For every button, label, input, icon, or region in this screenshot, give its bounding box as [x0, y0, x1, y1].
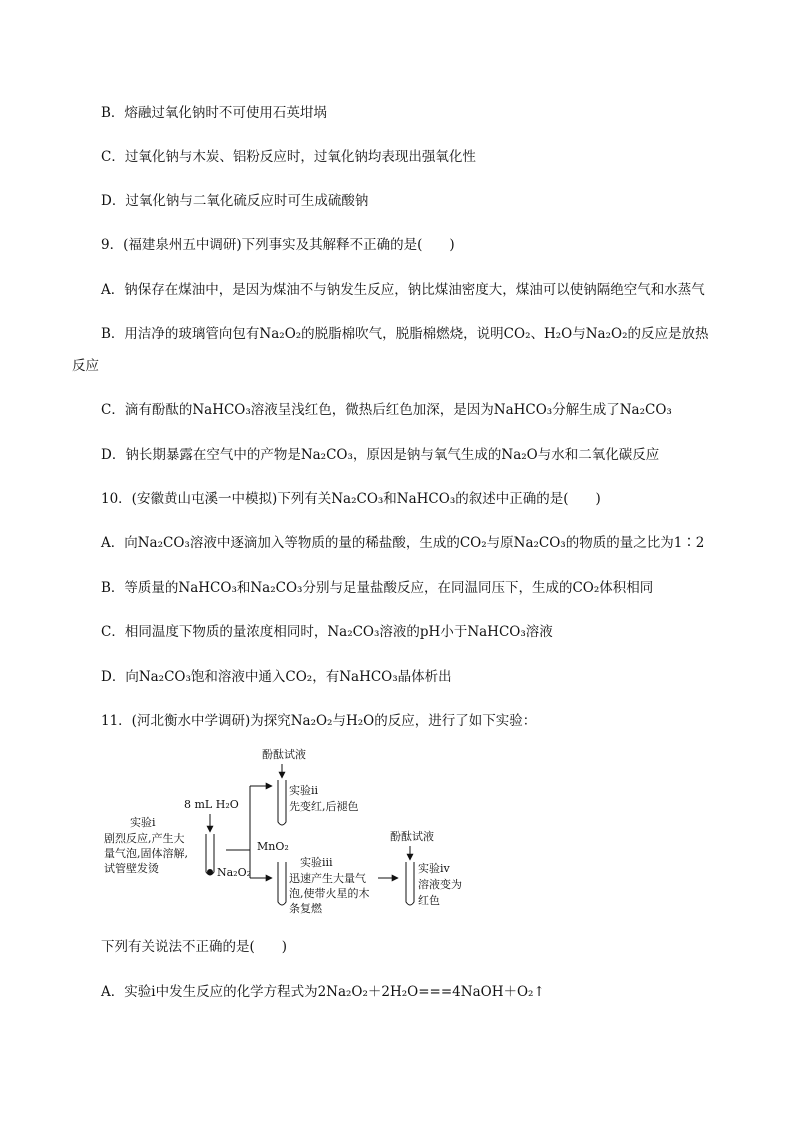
exp2-title: 实验ⅱ	[289, 784, 319, 797]
q10-stem: 10．(安徽黄山屯溪一中模拟)下列有关Na₂CO₃和NaHCO₃的叙述中正确的是( )	[101, 491, 601, 507]
q9-option-b: B．用洁净的玻璃管向包有Na₂O₂的脱脂棉吹气，脱脂棉燃烧，说明CO₂、H₂O与Na₂O₂的反应是放热	[101, 326, 709, 342]
exp1-desc-1: 剧烈反应,产生大	[104, 832, 185, 845]
exp1-desc-3: 试管壁发烫	[104, 862, 159, 875]
q9-option-a: A．钠保存在煤油中，是因为煤油不与钠发生反应，钠比煤油密度大，煤油可以使钠隔绝空气和水蒸气	[101, 282, 705, 298]
q9-option-c: C．滴有酚酞的NaHCO₃溶液呈浅红色，微热后红色加深，是因为NaHCO₃分解生成了Na₂CO₃	[101, 402, 672, 418]
q11-stem: 11．(河北衡水中学调研)为探究Na₂O₂与H₂O的反应，进行了如下实验：	[101, 713, 537, 729]
q11-option-a: A．实验ⅰ中发生反应的化学方程式为2Na₂O₂＋2H₂O===4NaOH＋O₂↑	[101, 984, 545, 1000]
exp3-desc-1: 迅速产生大量气	[289, 872, 366, 885]
q9-stem: 9．(福建泉州五中调研)下列事实及其解释不正确的是( )	[101, 237, 455, 253]
exp4-desc-2: 红色	[418, 894, 440, 907]
q8-option-d: D．过氧化钠与二氧化硫反应时可生成硫酸钠	[101, 193, 369, 209]
exp3-desc-3: 条复燃	[289, 902, 322, 915]
exp1-desc-2: 量气泡,固体溶解,	[104, 847, 188, 860]
test-tube-2	[278, 780, 286, 825]
q11-prompt: 下列有关说法不正确的是( )	[101, 939, 288, 955]
test-tube-4	[406, 862, 414, 905]
experiment-diagram	[100, 742, 490, 922]
exp2-desc: 先变红,后褪色	[289, 800, 359, 813]
exp3-desc-2: 泡,使带火星的木	[289, 887, 370, 900]
na2o2-label: Na₂O₂	[217, 866, 252, 879]
exp3-title: 实验ⅲ	[300, 856, 333, 869]
water-label: 8 mL H₂O	[184, 798, 239, 811]
mno2-label: MnO₂	[257, 840, 289, 853]
q8-option-b: B．熔融过氧化钠时不可使用石英坩埚	[101, 105, 327, 121]
test-tube-1	[206, 834, 214, 875]
q8-option-c: C．过氧化钠与木炭、铝粉反应时，过氧化钠均表现出强氧化性	[101, 149, 476, 165]
q10-option-b: B．等质量的NaHCO₃和Na₂CO₃分别与足量盐酸反应，在同温同压下，生成的CO₂体积相同	[101, 580, 654, 596]
phenol-label-right: 酚酞试液	[390, 830, 434, 843]
na2o2-solid	[208, 870, 213, 875]
test-tube-3	[278, 862, 286, 905]
q9-option-d: D．钠长期暴露在空气中的产物是Na₂CO₃，原因是钠与氧气生成的Na₂O与水和二氧化碳反应	[101, 447, 660, 463]
q10-option-a: A．向Na₂CO₃溶液中逐滴加入等物质的量的稀盐酸，生成的CO₂与原Na₂CO₃的物质的量之比为1∶2	[101, 535, 705, 551]
exp4-desc-1: 溶液变为	[418, 878, 462, 891]
exp1-title: 实验ⅰ	[130, 816, 156, 829]
q10-option-c: C．相同温度下物质的量浓度相同时，Na₂CO₃溶液的pH小于NaHCO₃溶液	[101, 624, 553, 640]
phenol-label-top: 酚酞试液	[262, 748, 306, 761]
q9-option-b-cont: 反应	[72, 358, 99, 374]
q10-option-d: D．向Na₂CO₃饱和溶液中通入CO₂，有NaHCO₃晶体析出	[101, 669, 452, 685]
exp4-title: 实验ⅳ	[418, 862, 450, 875]
